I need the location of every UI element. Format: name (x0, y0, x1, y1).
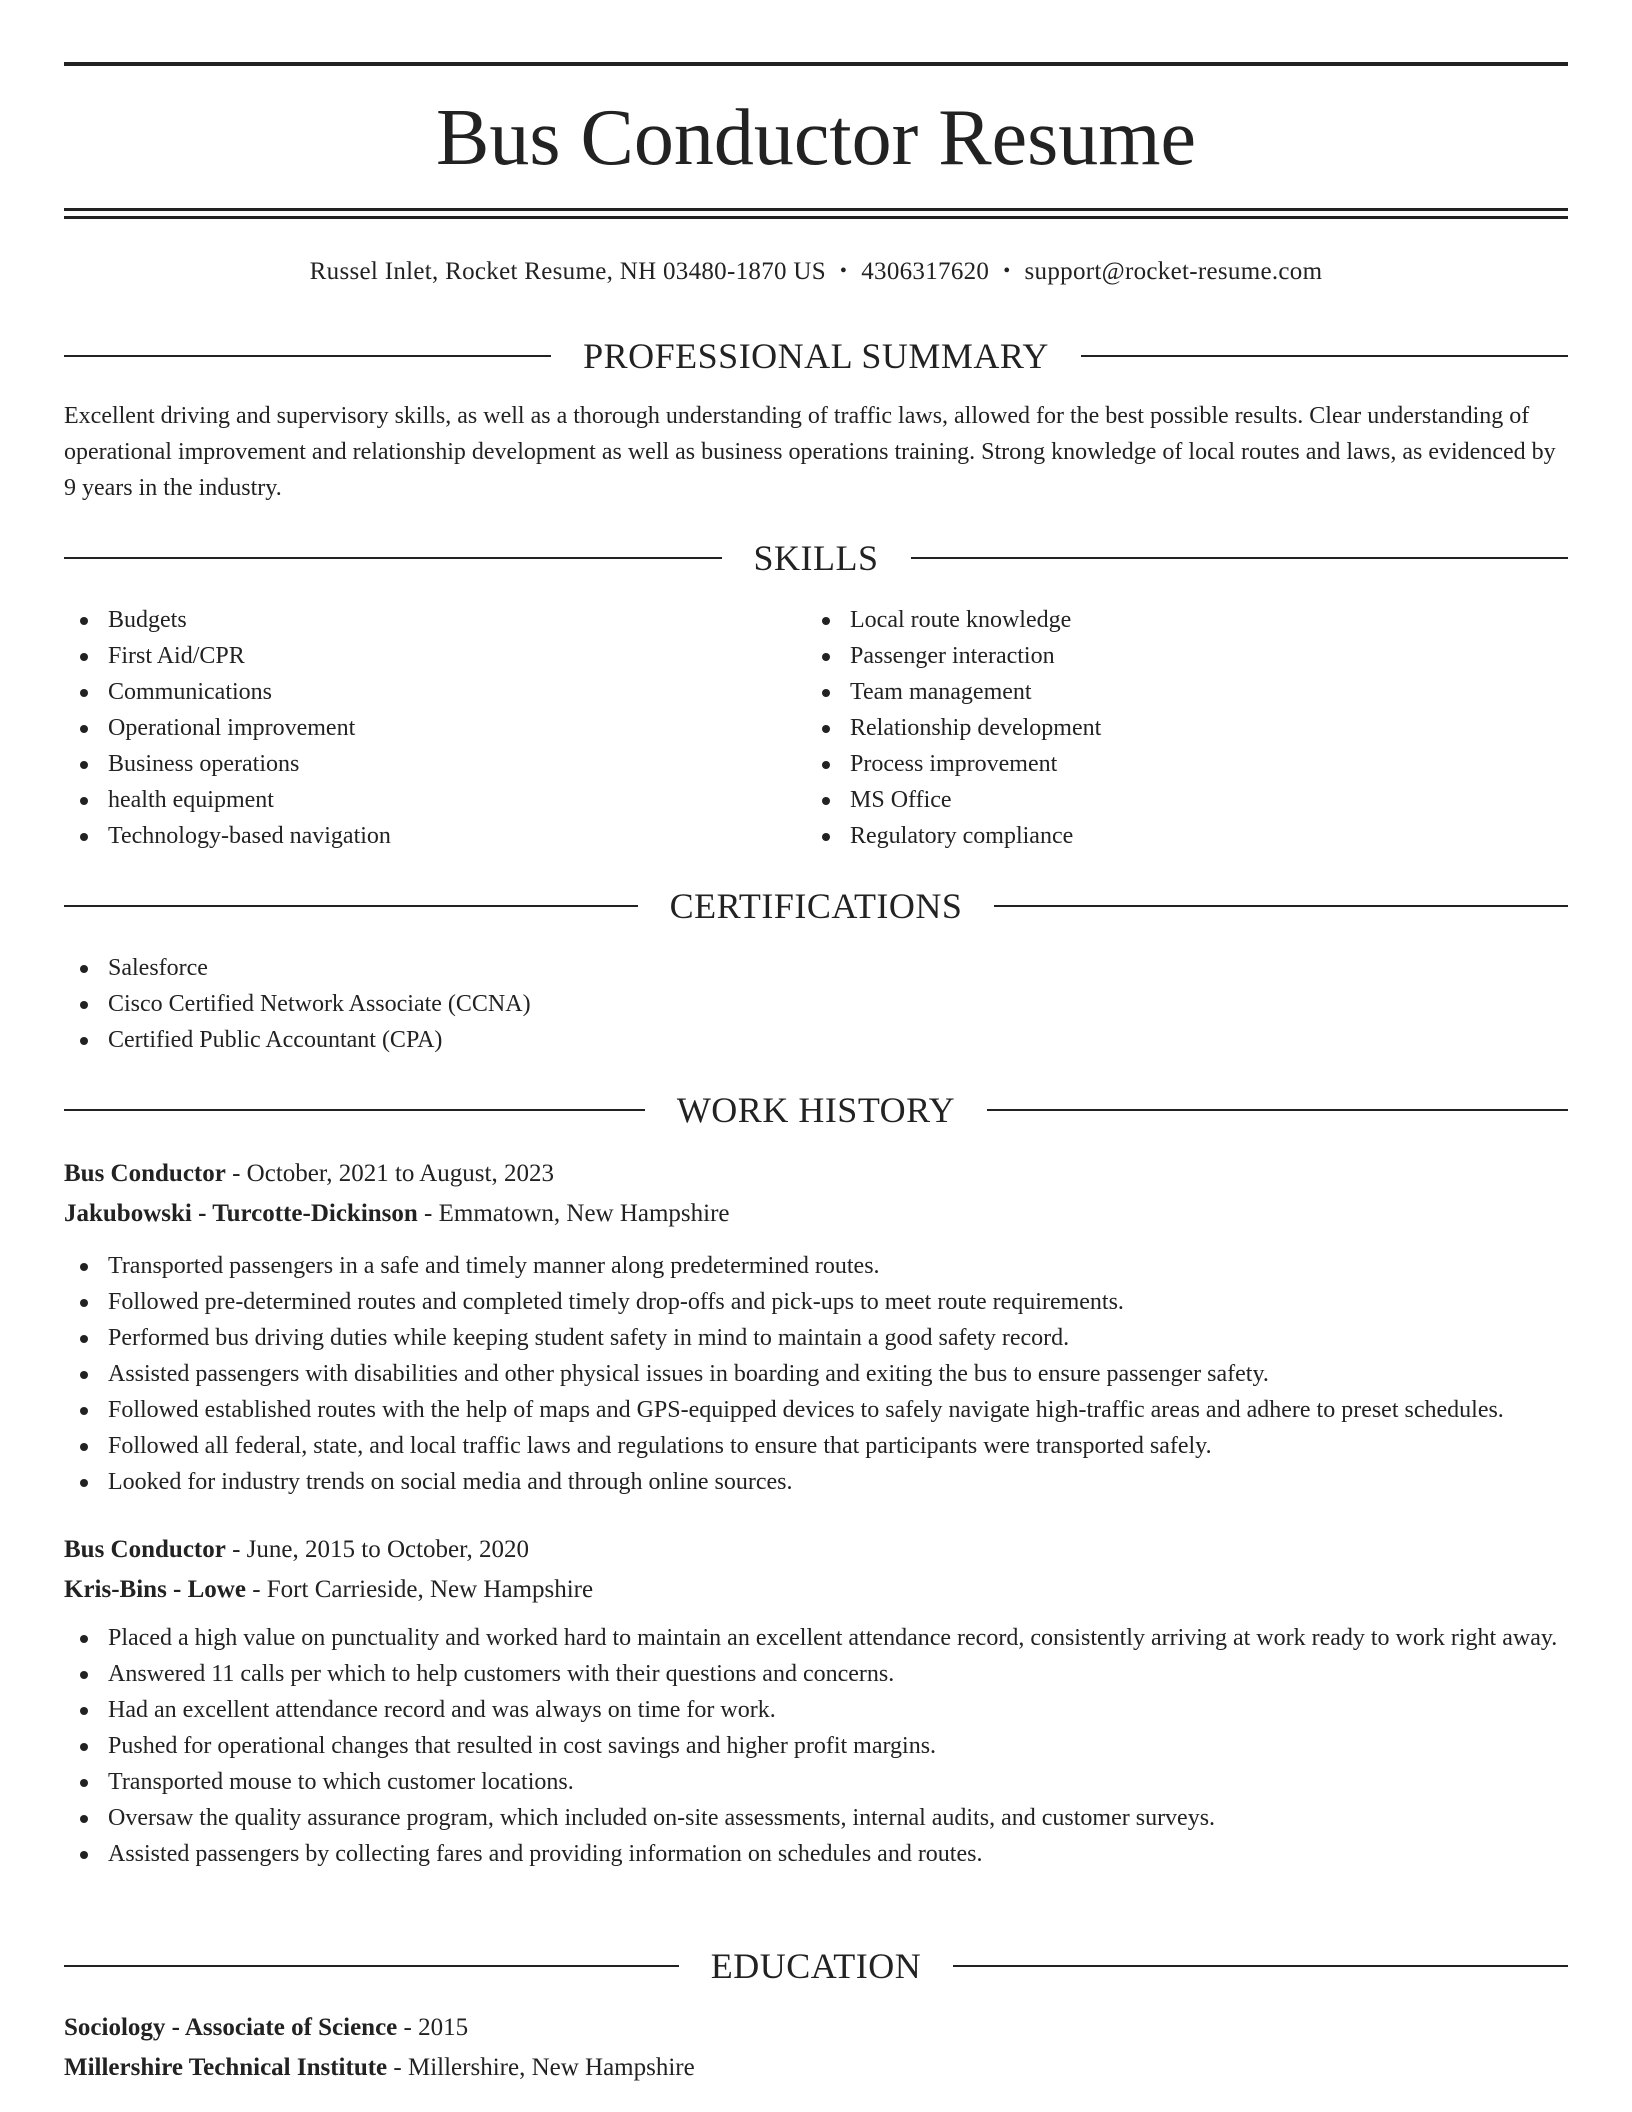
title-rule-upper (64, 208, 1568, 211)
job-duty: Followed all federal, state, and local traffic laws and regulations to ensure that participants were transported safely. (64, 1428, 1568, 1464)
skill-item: Technology-based navigation (64, 818, 804, 854)
heading-rule (1081, 355, 1568, 357)
job-company-line: Kris-Bins - Lowe - Fort Carrieside, New Hampshire (64, 1576, 594, 1603)
top-rule (64, 62, 1568, 66)
job-entry (64, 1154, 1568, 1500)
heading-rule (987, 1109, 1568, 1111)
job-company-line: Jakubowski - Turcotte-Dickinson - Emmatown, New Hampshire (64, 1200, 730, 1227)
education-school: Millershire Technical Institute (64, 2054, 388, 2081)
job-duty: Followed pre-determined routes and completed timely drop-offs and pick-ups to meet route requirements. (64, 1284, 1568, 1320)
job-duty: Transported mouse to which customer locations. (64, 1764, 1568, 1800)
job-duty: Followed established routes with the help of maps and GPS-equipped devices to safely navigate high-traffic areas and adhere to preset schedules. (64, 1392, 1568, 1428)
skill-item: MS Office (806, 782, 1546, 818)
education-school-line: Millershire Technical Institute - Millershire, New Hampshire (64, 2054, 695, 2081)
section-heading-summary (64, 334, 1568, 378)
section-heading-label: EDUCATION (710, 1946, 922, 1986)
contact-address: Russel Inlet, Rocket Resume, NH 03480-1870 US (309, 258, 826, 285)
section-heading-label: WORK HISTORY (676, 1090, 956, 1130)
certification-item: Salesforce (64, 950, 1568, 986)
education-degree-line: Sociology - Associate of Science - 2015 (64, 2014, 469, 2041)
education-degree: Sociology - Associate of Science (64, 2014, 398, 2041)
heading-rule (64, 557, 722, 559)
section-heading-label: SKILLS (753, 538, 879, 578)
education-entry (64, 2008, 1568, 2088)
education-location: Millershire, New Hampshire (407, 2054, 695, 2081)
skill-item: First Aid/CPR (64, 638, 804, 674)
job-title: Bus Conductor (64, 1536, 226, 1563)
job-title: Bus Conductor (64, 1160, 226, 1187)
section-heading-certifications (64, 884, 1568, 928)
certification-item: Cisco Certified Network Associate (CCNA) (64, 986, 1568, 1022)
education-year: 2015 (418, 2014, 469, 2041)
contact-separator: • (839, 260, 848, 282)
section-heading-skills (64, 536, 1568, 580)
contact-line (64, 254, 1568, 289)
contact-email: support@rocket-resume.com (1024, 258, 1323, 285)
skill-item: Team management (806, 674, 1546, 710)
job-location: Fort Carrieside, New Hampshire (266, 1576, 594, 1603)
page-title: Bus Conductor Resume (436, 94, 1196, 182)
heading-rule (64, 1109, 645, 1111)
skills-list-right (806, 602, 1546, 854)
job-duty: Looked for industry trends on social media and through online sources. (64, 1464, 1568, 1500)
job-dates: October, 2021 to August, 2023 (246, 1160, 554, 1187)
heading-rule (64, 905, 638, 907)
job-company: Jakubowski - Turcotte-Dickinson (64, 1200, 418, 1227)
skill-item: Process improvement (806, 746, 1546, 782)
heading-rule (64, 1965, 679, 1967)
job-duties-list (64, 1248, 1568, 1500)
skill-item: Operational improvement (64, 710, 804, 746)
job-entry (64, 1530, 1568, 1872)
skill-item: Budgets (64, 602, 804, 638)
title-rule-lower (64, 216, 1568, 219)
job-duty: Assisted passengers with disabilities and other physical issues in boarding and exiting the bus to ensure passenger safety. (64, 1356, 1568, 1392)
certification-item: Certified Public Accountant (CPA) (64, 1022, 1568, 1058)
section-heading-label: PROFESSIONAL SUMMARY (583, 336, 1049, 376)
job-location: Emmatown, New Hampshire (438, 1200, 730, 1227)
skill-item: health equipment (64, 782, 804, 818)
job-dates: June, 2015 to October, 2020 (246, 1536, 529, 1563)
heading-rule (911, 557, 1569, 559)
job-duty: Assisted passengers by collecting fares and providing information on schedules and routes. (64, 1836, 1568, 1872)
section-heading-work-history (64, 1088, 1568, 1132)
job-title-line: Bus Conductor - October, 2021 to August, 2023 (64, 1160, 554, 1187)
section-heading-education (64, 1944, 1568, 1988)
job-company: Kris-Bins - Lowe (64, 1576, 246, 1603)
skill-item: Business operations (64, 746, 804, 782)
heading-rule (64, 355, 551, 357)
skill-item: Relationship development (806, 710, 1546, 746)
job-duty: Pushed for operational changes that resulted in cost savings and higher profit margins. (64, 1728, 1568, 1764)
job-duty: Performed bus driving duties while keeping student safety in mind to maintain a good safety record. (64, 1320, 1568, 1356)
certifications-list (64, 950, 1568, 1058)
heading-rule (994, 905, 1568, 907)
contact-separator: • (1003, 260, 1011, 282)
skill-item: Local route knowledge (806, 602, 1546, 638)
summary-text: Excellent driving and supervisory skills, as well as a thorough understanding of traffic laws, allowed for the best possible results. Clear understanding of operational improvement and relationship development as well as business operations training. Strong knowledge of local routes and laws, as evidenced by 9 years in the industry. (64, 403, 1556, 501)
job-duty: Had an excellent attendance record and was always on time for work. (64, 1692, 1568, 1728)
job-title-line: Bus Conductor - June, 2015 to October, 2020 (64, 1536, 529, 1563)
skills-list-left (64, 602, 804, 854)
contact-phone: 4306317620 (861, 258, 990, 285)
skill-item: Communications (64, 674, 804, 710)
job-duties-list (64, 1620, 1568, 1872)
job-duty: Transported passengers in a safe and timely manner along predetermined routes. (64, 1248, 1568, 1284)
job-duty: Placed a high value on punctuality and worked hard to maintain an excellent attendance record, consistently arriving at work ready to work right away. (64, 1620, 1568, 1656)
heading-rule (953, 1965, 1568, 1967)
section-heading-label: CERTIFICATIONS (669, 886, 963, 926)
skill-item: Regulatory compliance (806, 818, 1546, 854)
job-duty: Oversaw the quality assurance program, which included on-site assessments, internal audits, and customer surveys. (64, 1800, 1568, 1836)
skill-item: Passenger interaction (806, 638, 1546, 674)
job-duty: Answered 11 calls per which to help customers with their questions and concerns. (64, 1656, 1568, 1692)
